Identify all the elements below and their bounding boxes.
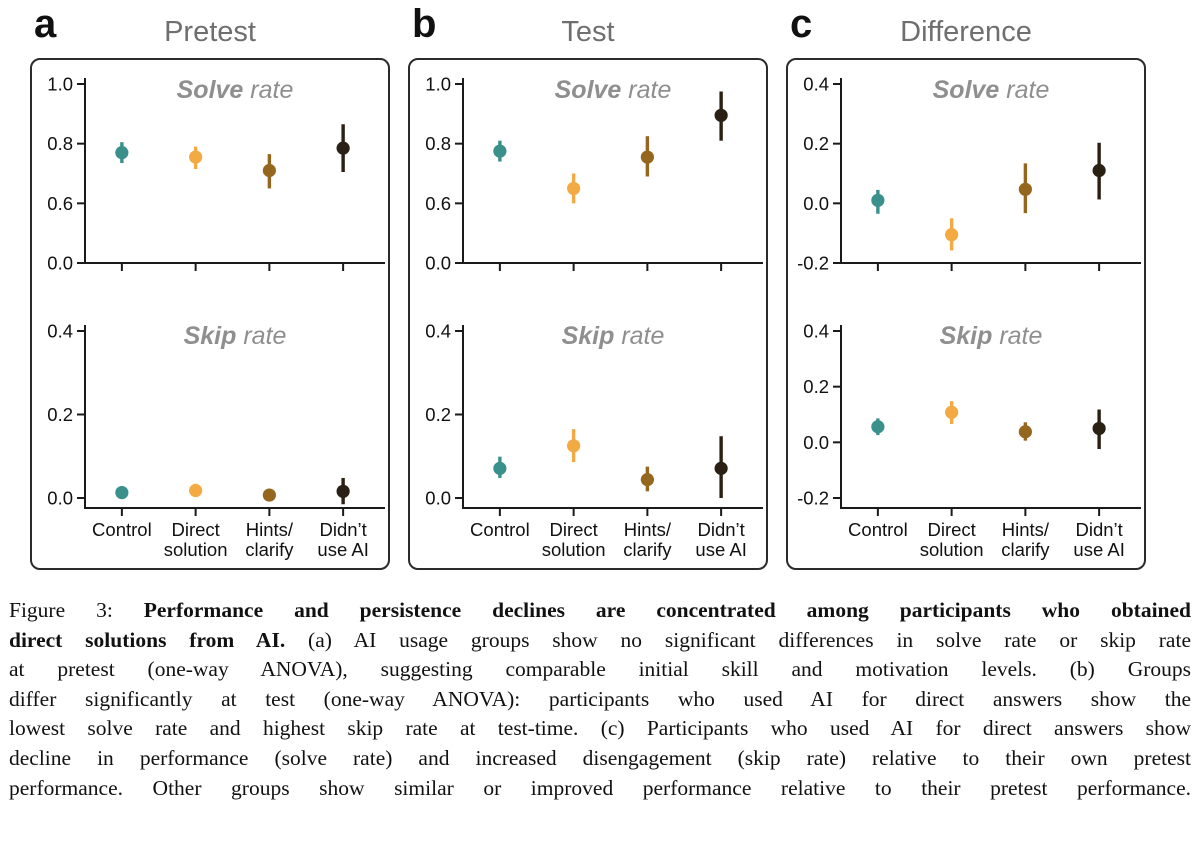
metric-title: Skip rate [183, 322, 287, 350]
metric-title: Skip rate [939, 322, 1043, 350]
panel-test [408, 2, 768, 570]
data-point [871, 420, 884, 433]
panel-box-pretest [30, 58, 390, 570]
panel-title-pretest: Pretest [164, 16, 256, 48]
group-label: solution [919, 539, 984, 560]
group-label: solution [163, 539, 228, 560]
y-tick-label: 0.0 [425, 252, 451, 274]
group-label: Control [848, 519, 908, 540]
caption-line [9, 714, 1191, 744]
panel-title-difference: Difference [900, 16, 1032, 48]
y-tick-label: 1.0 [425, 73, 451, 95]
data-point [567, 182, 580, 195]
y-tick-label: 0.4 [803, 320, 829, 342]
group-label: clarify [623, 539, 672, 560]
y-tick-label: 0.2 [425, 404, 451, 425]
subplot-test-skip-rate [410, 290, 766, 566]
panel-box-test [408, 58, 768, 570]
data-point [641, 473, 654, 486]
y-tick-label: 0.6 [47, 192, 73, 214]
y-tick-label: -0.2 [797, 252, 829, 274]
panel-head [786, 2, 1146, 58]
y-tick-label: 0.0 [803, 431, 829, 453]
caption-line [9, 626, 1191, 656]
subplot-pretest-solve-rate [32, 60, 388, 290]
panel-head [408, 2, 768, 58]
data-point [263, 164, 276, 177]
group-label: Direct [927, 519, 976, 540]
figure-caption [9, 596, 1191, 803]
metric-title: Solve rate [932, 76, 1050, 104]
subplot-test-solve-rate [410, 60, 766, 290]
group-label: Direct [549, 519, 598, 540]
panel-box-difference [786, 58, 1146, 570]
subplot-pretest-skip-rate [32, 290, 388, 566]
metric-title: Solve rate [176, 76, 294, 104]
data-point [567, 439, 580, 452]
caption-text: differ significantly at test (one-way ANOVA): participants who used AI for direct answers show the [9, 686, 1191, 711]
data-point [263, 488, 276, 501]
group-label: Hints/ [245, 519, 294, 540]
data-point [115, 146, 128, 159]
caption-line [9, 655, 1191, 685]
caption-line [9, 744, 1191, 774]
caption-line [9, 685, 1191, 715]
panel-title-test: Test [561, 16, 615, 48]
data-point [715, 462, 728, 475]
group-label: Didn’t [1075, 519, 1123, 540]
group-label: clarify [245, 539, 294, 560]
subplot-difference-solve-rate [788, 60, 1144, 290]
y-tick-label: 0.2 [803, 133, 829, 155]
group-label: solution [541, 539, 606, 560]
caption-text: at pretest (one-way ANOVA), suggesting comparable initial skill and motivation levels. (b) Groups [9, 657, 1191, 682]
y-tick-label: 0.0 [47, 487, 73, 509]
data-point [945, 228, 958, 241]
data-point [337, 142, 350, 155]
y-tick-label: 0.2 [47, 404, 73, 425]
panel-letter-a: a [34, 2, 57, 46]
y-tick-label: 0.0 [47, 252, 73, 274]
group-label: Hints/ [623, 519, 672, 540]
data-point [115, 486, 128, 499]
caption-text: lowest solve rate and highest skip rate at test-time. (c) Participants who used AI for direct answers show [9, 716, 1191, 741]
data-point [1093, 422, 1106, 435]
caption-line [9, 774, 1191, 804]
y-tick-label: 0.4 [803, 73, 829, 95]
group-label: Control [92, 519, 152, 540]
y-tick-label: 1.0 [47, 73, 73, 95]
caption-line [9, 596, 1191, 626]
group-label: Didn’t [319, 519, 367, 540]
data-point [1093, 164, 1106, 177]
data-point [189, 484, 202, 497]
metric-title: Skip rate [561, 322, 665, 350]
panel-letter-b: b [412, 2, 437, 46]
y-tick-label: 0.2 [803, 376, 829, 398]
group-label: Control [470, 519, 530, 540]
data-point [189, 150, 202, 163]
data-point [1019, 425, 1032, 438]
y-tick-label: 0.4 [47, 320, 73, 342]
data-point [641, 150, 654, 163]
caption-bold-text: direct solutions from AI. [9, 627, 286, 652]
caption-text: performance. Other groups show similar or improved performance relative to their pretest performance. [9, 775, 1191, 800]
data-point [1019, 183, 1032, 196]
caption-text: (a) AI usage groups show no significant differences in solve rate or skip rate [285, 627, 1191, 652]
caption-bold-text: Performance and persistence declines are concentrated among participants who obtained [143, 598, 1191, 622]
y-tick-label: 0.0 [803, 192, 829, 214]
data-point [493, 462, 506, 475]
panel-difference [786, 2, 1146, 570]
y-tick-label: 0.8 [425, 133, 451, 155]
panel-head [30, 2, 390, 58]
y-tick-label: 0.8 [47, 133, 73, 155]
group-label: clarify [1001, 539, 1050, 560]
caption-text: decline in performance (solve rate) and increased disengagement (skip rate) relative to their own pretest [9, 745, 1191, 770]
data-point [945, 406, 958, 419]
group-label: use AI [317, 539, 369, 560]
data-point [493, 145, 506, 158]
data-point [871, 194, 884, 207]
panel-pretest [30, 2, 390, 570]
group-label: use AI [695, 539, 747, 560]
group-label: use AI [1073, 539, 1125, 560]
data-point [715, 109, 728, 122]
panel-letter-c: c [790, 2, 813, 46]
y-tick-label: 0.0 [425, 487, 451, 509]
metric-title: Solve rate [554, 76, 672, 104]
group-label: Hints/ [1001, 519, 1050, 540]
y-tick-label: -0.2 [797, 487, 829, 509]
caption-text: Figure 3: [9, 598, 144, 622]
group-label: Direct [171, 519, 220, 540]
group-label: Didn’t [697, 519, 745, 540]
y-tick-label: 0.4 [425, 320, 451, 342]
data-point [337, 485, 350, 498]
subplot-difference-skip-rate [788, 290, 1144, 566]
y-tick-label: 0.6 [425, 192, 451, 214]
